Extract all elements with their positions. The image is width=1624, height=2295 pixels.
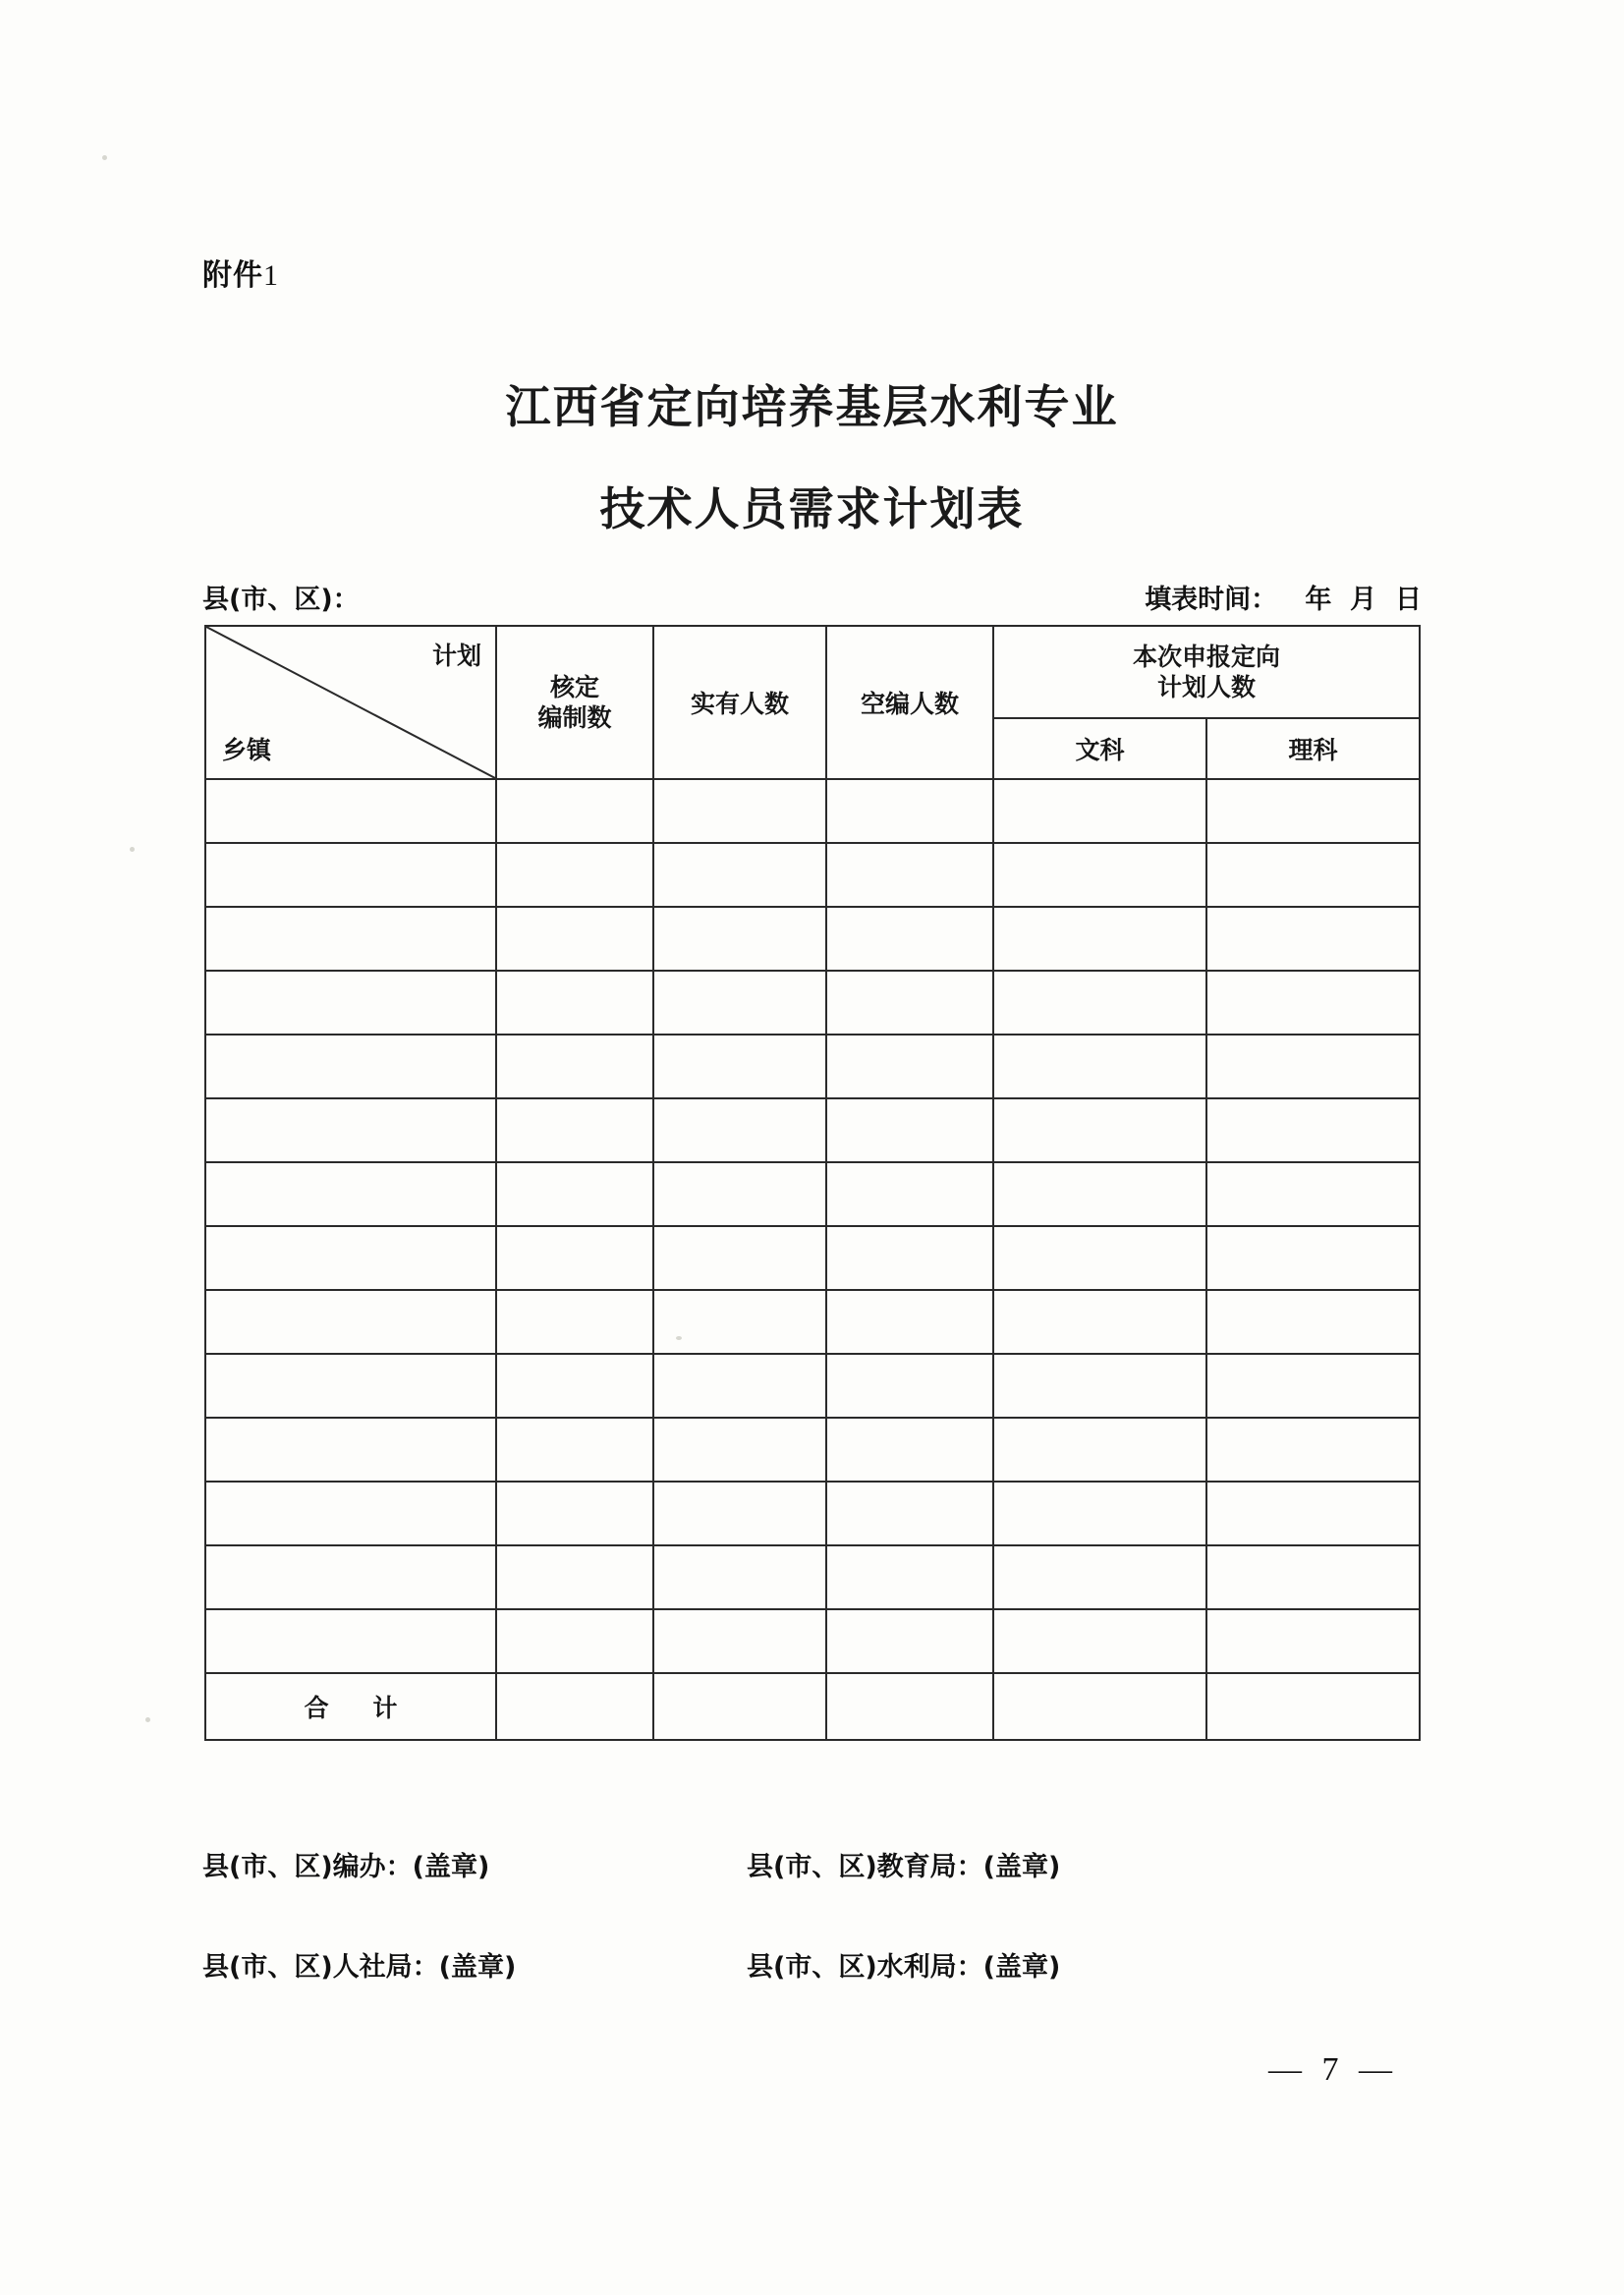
cell-town[interactable] [205,1035,496,1098]
cell-actual[interactable] [653,1098,826,1162]
cell-approved[interactable] [496,1418,653,1482]
cell-approved[interactable] [496,779,653,843]
cell-actual[interactable] [653,1609,826,1673]
cell-town[interactable] [205,1418,496,1482]
cell-arts[interactable] [993,1035,1206,1098]
cell-actual[interactable] [653,843,826,907]
cell-approved[interactable] [496,843,653,907]
total-vacant[interactable] [826,1673,993,1740]
cell-actual[interactable] [653,1226,826,1290]
header-science: 理科 [1206,718,1420,779]
cell-town[interactable] [205,843,496,907]
cell-arts[interactable] [993,1609,1206,1673]
corner-plan-label: 计划 [431,642,481,670]
cell-arts[interactable] [993,1545,1206,1609]
cell-vacant[interactable] [826,843,993,907]
plan-table [204,625,1421,1741]
signature-education-bureau: 县(市、区)教育局：(盖章) [747,1852,1061,1882]
cell-approved[interactable] [496,1035,653,1098]
table-row [205,971,1420,1035]
cell-town[interactable] [205,779,496,843]
scan-speck [130,847,135,852]
cell-science[interactable] [1206,843,1420,907]
cell-actual[interactable] [653,1545,826,1609]
table-row [205,1354,1420,1418]
cell-approved[interactable] [496,1290,653,1354]
cell-actual[interactable] [653,1482,826,1545]
cell-town[interactable] [205,1290,496,1354]
corner-town-label: 乡镇 [222,736,272,764]
table-row [205,779,1420,843]
cell-arts[interactable] [993,907,1206,971]
cell-science[interactable] [1206,1035,1420,1098]
cell-vacant[interactable] [826,1162,993,1226]
cell-vacant[interactable] [826,1098,993,1162]
table-row [205,1482,1420,1545]
table-row [205,1418,1420,1482]
signature-bianban: 县(市、区)编办：(盖章) [202,1852,490,1882]
cell-actual[interactable] [653,1035,826,1098]
cell-arts[interactable] [993,843,1206,907]
table-row [205,1162,1420,1226]
cell-science[interactable] [1206,1545,1420,1609]
cell-town[interactable] [205,971,496,1035]
cell-approved[interactable] [496,907,653,971]
cell-vacant[interactable] [826,1354,993,1418]
cell-approved[interactable] [496,1482,653,1545]
attachment-label-text: 附件 [202,258,263,293]
attachment-label [202,251,279,294]
cell-science[interactable] [1206,1162,1420,1226]
cell-arts[interactable] [993,1226,1206,1290]
header-vacant-count: 空编人数 [826,626,993,779]
table-row [205,1545,1420,1609]
cell-approved[interactable] [496,1609,653,1673]
cell-science[interactable] [1206,1098,1420,1162]
cell-arts[interactable] [993,1162,1206,1226]
signature-water-bureau: 县(市、区)水利局：(盖章) [747,1952,1061,1983]
total-actual[interactable] [653,1673,826,1740]
page-title-line1: 江西省定向培养基层水利专业 [505,380,1119,433]
cell-approved[interactable] [496,1354,653,1418]
cell-vacant[interactable] [826,1609,993,1673]
cell-science[interactable] [1206,1609,1420,1673]
cell-approved[interactable] [496,1545,653,1609]
signature-human-resources: 县(市、区)人社局：(盖章) [202,1952,517,1983]
cell-vacant[interactable] [826,1035,993,1098]
cell-actual[interactable] [653,1354,826,1418]
header-liberal-arts: 文科 [993,718,1206,779]
cell-actual[interactable] [653,907,826,971]
cell-approved[interactable] [496,1098,653,1162]
table-total-row [205,1673,1420,1740]
cell-science[interactable] [1206,1354,1420,1418]
cell-actual[interactable] [653,971,826,1035]
cell-arts[interactable] [993,1418,1206,1482]
cell-town[interactable] [205,1162,496,1226]
cell-science[interactable] [1206,1226,1420,1290]
page-title-line2: 技术人员需求计划表 [599,482,1025,535]
total-label: 合 计 [205,1673,496,1740]
header-approved-quota: 核定 编制数 [496,626,653,779]
scan-speck [145,1717,150,1722]
total-science[interactable] [1206,1673,1420,1740]
cell-approved[interactable] [496,971,653,1035]
cell-approved[interactable] [496,1162,653,1226]
attachment-number: 1 [263,259,279,292]
cell-science[interactable] [1206,1418,1420,1482]
cell-science[interactable] [1206,907,1420,971]
cell-vacant[interactable] [826,1545,993,1609]
cell-vacant[interactable] [826,907,993,971]
scan-speck [102,155,107,160]
table-row [205,907,1420,971]
cell-vacant[interactable] [826,779,993,843]
table-row [205,1226,1420,1290]
table-row [205,1098,1420,1162]
cell-town[interactable] [205,907,496,971]
cell-actual[interactable] [653,1290,826,1354]
cell-vacant[interactable] [826,1418,993,1482]
table-row [205,1035,1420,1098]
cell-vacant[interactable] [826,1290,993,1354]
table-row [205,843,1420,907]
cell-town[interactable] [205,1609,496,1673]
table-row [205,1290,1420,1354]
cell-arts[interactable] [993,1290,1206,1354]
cell-arts[interactable] [993,971,1206,1035]
fill-date-label: 填表时间： 年 月 日 [1145,585,1422,615]
cell-town[interactable] [205,1545,496,1609]
table-header-row [205,626,1420,718]
cell-actual[interactable] [653,779,826,843]
corner-header-cell [205,626,496,779]
cell-approved[interactable] [496,1226,653,1290]
cell-science[interactable] [1206,779,1420,843]
cell-vacant[interactable] [826,1226,993,1290]
cell-actual[interactable] [653,1418,826,1482]
header-declared-group: 本次申报定向 计划人数 [993,626,1420,718]
total-arts[interactable] [993,1673,1206,1740]
cell-town[interactable] [205,1482,496,1545]
cell-arts[interactable] [993,1098,1206,1162]
county-label: 县(市、区)： [202,585,360,615]
cell-science[interactable] [1206,1290,1420,1354]
cell-science[interactable] [1206,1482,1420,1545]
cell-arts[interactable] [993,1354,1206,1418]
header-actual-count: 实有人数 [653,626,826,779]
cell-science[interactable] [1206,971,1420,1035]
cell-town[interactable] [205,1098,496,1162]
cell-town[interactable] [205,1354,496,1418]
cell-arts[interactable] [993,779,1206,843]
cell-town[interactable] [205,1226,496,1290]
cell-vacant[interactable] [826,1482,993,1545]
page-number: — 7 — [1268,2051,1398,2088]
cell-actual[interactable] [653,1162,826,1226]
table-row [205,1609,1420,1673]
cell-arts[interactable] [993,1482,1206,1545]
total-approved[interactable] [496,1673,653,1740]
cell-vacant[interactable] [826,971,993,1035]
